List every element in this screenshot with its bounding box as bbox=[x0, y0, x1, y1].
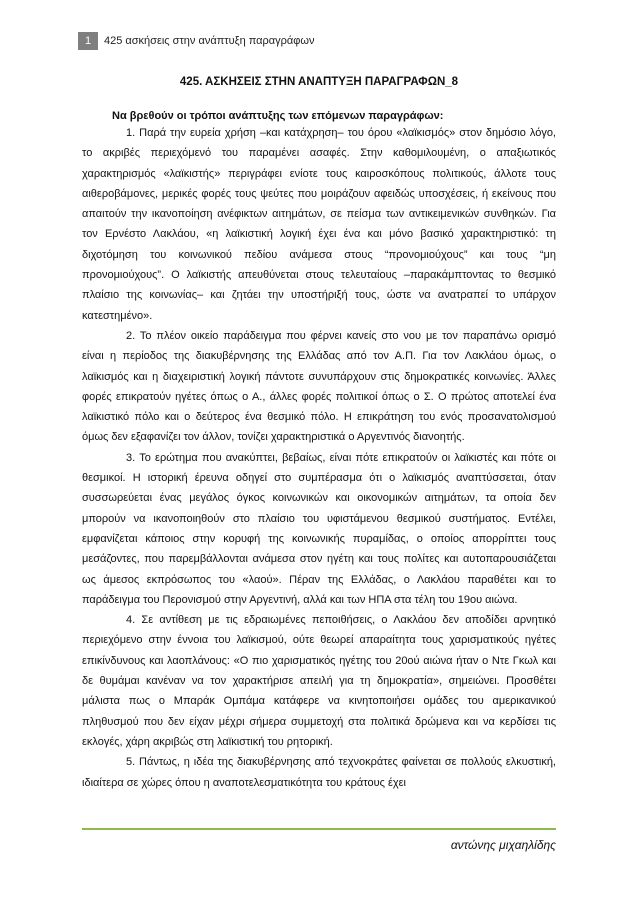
footer-rule bbox=[82, 828, 556, 830]
paragraph-3: 3. Το ερώτημα που ανακύπτει, βεβαίως, είναι πότε επικρατούν οι λαϊκιστές και πότε οι θεσμικοί. Η ιστορική έρευνα οδηγεί στο συμπέρασμα ότι ο λαϊκισμός αναπτύσσεται, όταν συσσωρεύεται ένας μεγάλος όγκος κοινωνικών και οικονομικών αιτημάτων, τα οποία δεν μπορούν να ικανοποιηθούν στο πλαίσιο του υφιστάμενου θεσμικού συστήματος. Εντέλει, εμφανίζεται κάποιος στην κορυφή της κοινωνικής πυραμίδας, ο οποίος απορρίπτει τους μεσάζοντες, που παρεμβάλλονται ανάμεσα στον ηγέτη και τους πολίτες και αυτοπαρουσιάζεται ως άμεσος εκπρόσωπος του «λαού». Πέραν της Ελλάδας, ο Λακλάου παραθέτει και το παράδειγμα του Περονισμού στην Αργεντινή, αλλά και των ΗΠΑ στα τέλη του 19ου αιώνα. bbox=[82, 451, 556, 606]
exercise-instruction: Να βρεθούν οι τρόποι ανάπτυξης των επόμενων παραγράφων: bbox=[112, 110, 444, 122]
page-number: 1 bbox=[78, 32, 98, 50]
page-header bbox=[78, 32, 315, 50]
document-title: 425. ΑΣΚΗΣΕΙΣ ΣΤΗΝ ΑΝΑΠΤΥΞΗ ΠΑΡΑΓΡΑΦΩΝ_8 bbox=[179, 76, 459, 88]
paragraph-2: 2. Το πλέον οικείο παράδειγμα που φέρνει κανείς στο νου με τον παραπάνω ορισμό είναι η περίοδος της διακυβέρνησης της Ελλάδας από τον Α.Π. Για τον Λακλάου όμως, ο λαϊκισμός και η διαχειριστική λογική πάντοτε συνυπάρχουν στις δημοκρατικές κοινωνίες. Άλλες φορές επικρατούν ηγέτες όπως ο Α., άλλες φορές πολιτικοί όπως ο Σ. Ο πρώτος αποτελεί ένα λαϊκιστικό πόλο και ο δεύτερος ένα θεσμικό πόλο. Η επικράτηση του ενός προσανατολισμού όμως δεν εξαφανίζει τον άλλον, τονίζει χαρακτηριστικά ο Αργεντινός διανοητής. bbox=[82, 329, 556, 444]
paragraph-5: 5. Πάντως, η ιδέα της διακυβέρνησης από τεχνοκράτες φαίνεται σε πολλούς ελκυστική, ιδιαίτερα σε χώρες όπου η αναποτελεσματικότητα του κράτους έχει bbox=[82, 756, 556, 789]
document-body bbox=[82, 76, 556, 793]
paragraph-4: 4. Σε αντίθεση με τις εδραιωμένες πεποιθήσεις, ο Λακλάου δεν αποδίδει αρνητικό περιεχόμενο στην έννοια του λαϊκισμού, ούτε θεωρεί απαραίτητα τους χαρισματικούς ηγέτες επικίνδυνους και λαοπλάνους: «Ο πιο χαρισματικός ηγέτης του 20ού αιώνα ήταν ο Ντε Γκωλ και δε θυμάμαι κανέναν να τον χαρακτήρισε απειλή για τη δημοκρατία», σημειώνει. Προσθέτει μάλιστα πως ο Μπαράκ Ομπάμα κατάφερε να κινητοποιήσει ομάδες του αμερικανικού πληθυσμού που δεν είχαν μέχρι σήμερα συμμετοχή στα πολιτικά δρώμενα και να κερδίσει τις εκλογές, χάρη ακριβώς στη λαϊκιστική του ρητορική. bbox=[82, 614, 556, 748]
paragraph-1: 1. Παρά την ευρεία χρήση –και κατάχρηση– του όρου «λαϊκισμός» στον δημόσιο λόγο, το ακριβές περιεχόμενό του παραμένει ασαφές. Στην καθομιλουμένη, ο απαξιωτικός χαρακτηρισμός «λαϊκιστής» περιγράφει ενίοτε τους καιροσκόπους πολιτικούς, άλλοτε τους αιθεροβάμονες, μερικές φορές τους ψεύτες που μοιράζουν αφειδώς υποσχέσεις, ή εκείνους που απαιτούν την ικανοποίηση ανέφικτων αιτημάτων, σε πείσμα των αντικειμενικών συνθηκών. Για τον Ερνέστο Λακλάου, «η λαϊκιστική λογική έχει ένα και μόνο βασικό χαρακτηριστικό: τη διχοτόμηση του κοινωνικού πεδίου ανάμεσα στους “προνομιούχους” και τους “μη προνομιούχους”. Ο λαϊκιστής απευθύνεται στους τελευταίους –παρακάμπτοντας το θεσμικό πλαίσιο της κοινωνίας– και ζητάει την υποστήριξή τους, ώστε να ανατραπεί το υπάρχον κατεστημένο». bbox=[82, 127, 556, 322]
footer-author: αντώνης μιχαηλίδης bbox=[450, 838, 556, 852]
header-title: 425 ασκήσεις στην ανάπτυξη παραγράφων bbox=[104, 35, 315, 47]
